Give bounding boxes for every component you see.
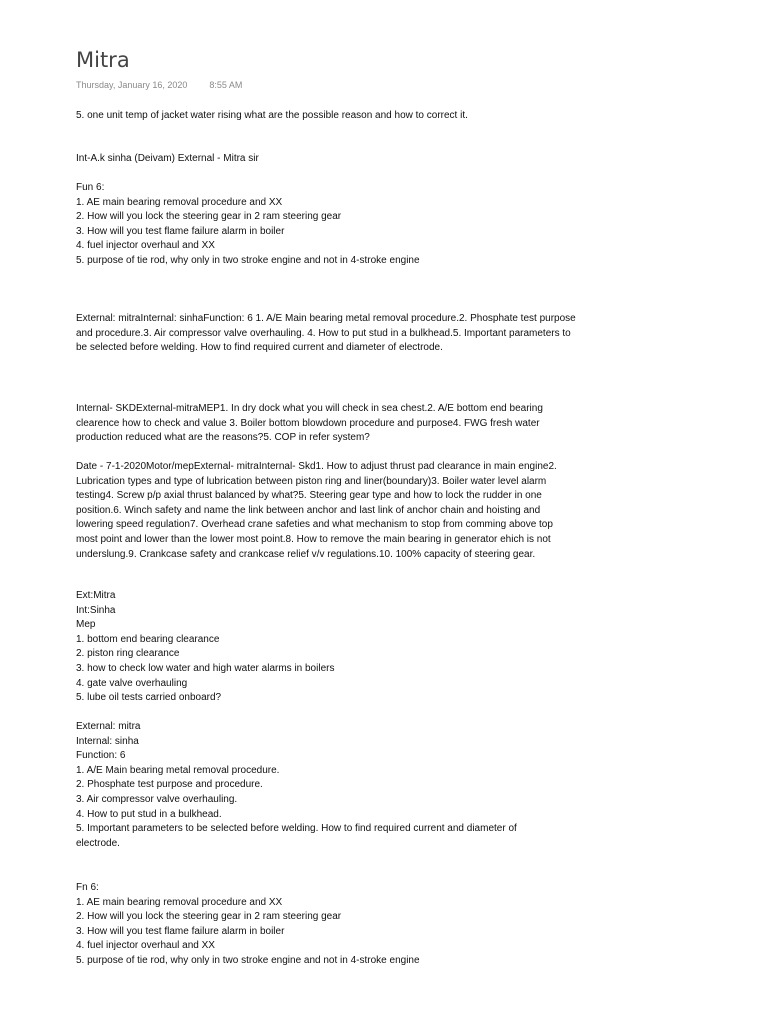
note-page <box>76 44 716 966</box>
function6-line: External: mitra <box>76 721 141 732</box>
fn6-item: 1. AE main bearing removal procedure and XX <box>76 896 283 908</box>
fun6-item: 4. fuel injector overhaul and XX <box>76 240 215 252</box>
fn6-item: 4. fuel injector overhaul and XX <box>76 940 215 952</box>
paragraph-mep: Internal- SKDExternal-mitraMEP1. In dry dock what you will check in sea chest.2. A/E bottom end bearing clearence how to check and value 3. Boiler bottom blowdown procedure and purpose4. FWG fresh water production reduced what are the reasons?5. COP in refer system? <box>76 403 543 444</box>
mep-line: Mep <box>76 619 96 631</box>
note-date: Thursday, January 16, 2020 <box>76 80 188 90</box>
mep-line: Ext:Mitra <box>76 590 116 601</box>
fn6-heading: Fn 6: <box>76 882 99 893</box>
function6-line: electrode. <box>76 837 120 849</box>
note-meta <box>76 78 716 92</box>
fun6-item: 5. purpose of tie rod, why only in two stroke engine and not in 4-stroke engine <box>76 254 420 266</box>
mep-line: 4. gate valve overhauling <box>76 677 188 689</box>
mep-line: Int:Sinha <box>76 604 116 616</box>
mep-line: 3. how to check low water and high water alarms in boilers <box>76 662 335 674</box>
fun6-block <box>76 181 420 269</box>
mep-line: 5. lube oil tests carried onboard? <box>76 692 222 704</box>
note-time: 8:55 AM <box>209 80 243 90</box>
function6-line: 5. Important parameters to be selected before welding. How to find required current and diameter of <box>76 823 517 835</box>
examiners-line: Int-A.k sinha (Deivam) External - Mitra sir <box>76 153 259 164</box>
mep-line: 1. bottom end bearing clearance <box>76 633 220 645</box>
fn6-item: 2. How will you lock the steering gear in 2 ram steering gear <box>76 911 342 923</box>
fun6-item: 1. AE main bearing removal procedure and XX <box>76 196 283 208</box>
mep-line: 2. piston ring clearance <box>76 648 180 660</box>
fun6-heading: Fun 6: <box>76 182 105 193</box>
fn6-block <box>76 881 420 969</box>
fn6-item: 3. How will you test flame failure alarm in boiler <box>76 925 285 937</box>
fun6-item: 2. How will you lock the steering gear in 2 ram steering gear <box>76 211 342 223</box>
fn6-item: 5. purpose of tie rod, why only in two stroke engine and not in 4-stroke engine <box>76 954 420 966</box>
paragraph-function6: External: mitraInternal: sinhaFunction: 6 1. A/E Main bearing metal removal procedure.2. Phosphate test purpose and procedure.3. Air compressor valve overhauling. 4. How to put stud in a bulkhead.5. Important parameters to be selected before welding. How to find required current and diameter of electrode. <box>76 313 576 354</box>
function6-line: 4. How to put stud in a bulkhead. <box>76 808 222 820</box>
mep-block <box>76 589 334 706</box>
fun6-item: 3. How will you test flame failure alarm in boiler <box>76 225 285 237</box>
function6-line: 3. Air compressor valve overhauling. <box>76 793 238 805</box>
function6-line: Internal: sinha <box>76 735 139 747</box>
function6-line: 2. Phosphate test purpose and procedure. <box>76 779 263 791</box>
question-line: 5. one unit temp of jacket water rising what are the possible reason and how to correct it. <box>76 110 468 121</box>
note-title: Mitra <box>76 48 130 72</box>
function6-line: Function: 6 <box>76 750 126 762</box>
function6-line: 1. A/E Main bearing metal removal procedure. <box>76 764 280 776</box>
function6-block <box>76 720 517 851</box>
paragraph-motor-mep: Date - 7-1-2020Motor/mepExternal- mitraInternal- Skd1. How to adjust thrust pad clearance in main engine2. Lubrication types and type of lubrication between piston ring and liner(boundary)3. Boiler water level alarm testing4. Screw p/p axial thrust balanced by what?5. Steering gear type and how to lock the rudder in one position.6. Winch safety and name the link between anchor and last link of anchor chain and hoisting and lowering speed regulation7. Overhead crane safeties and what mechanism to stop from comming above top most point and lower than the lower most point.8. How to remove the main bearing in generator ehich is not underslung.9. Crankcase safety and crankcase relief v/v regulations.10. 100% capacity of steering gear. <box>76 461 557 560</box>
